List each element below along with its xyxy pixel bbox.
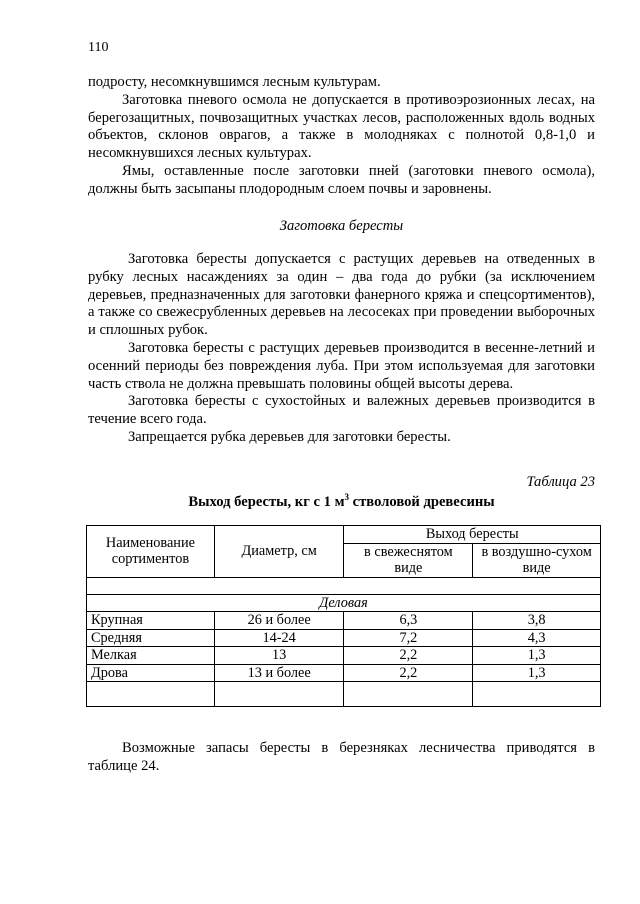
cell-fresh: 2,2 <box>344 664 473 682</box>
header-yield-group: Выход бересты <box>344 526 601 544</box>
cell-dry: 4,3 <box>473 629 601 647</box>
cell-fresh: 7,2 <box>344 629 473 647</box>
section-heading: Заготовка бересты <box>279 218 404 234</box>
table-label: Таблица 23 <box>526 474 595 490</box>
section-label: Деловая <box>87 594 601 612</box>
table-row <box>87 682 601 707</box>
table-row <box>87 629 601 647</box>
cell-name: Средняя <box>87 629 215 647</box>
table-title: Выход бересты, кг с 1 $м^3$ стволовой древесины <box>188 492 495 510</box>
cell-dry: 3,8 <box>473 612 601 630</box>
paragraph: Запрещается рубка деревьев для заготовки бересты. <box>128 428 451 445</box>
text-block-middle <box>88 251 595 447</box>
table-row <box>87 594 601 612</box>
data-table <box>86 525 601 707</box>
cell-dry: 1,3 <box>473 647 601 665</box>
paragraph: Заготовка бересты допускается с растущих деревьев на отведенных в рубку лесных насаждениях за один – два года до рубки (за исключением деревьев, предназначенных для заготовки фанерного кряжа и спецсортиментов), а также со свежесрубленных деревьев на лесосеках при проведении выборочных и сплошных рубок. <box>88 251 595 339</box>
header-fresh: в свежеснятом виде <box>344 543 473 577</box>
cell-name: Крупная <box>87 612 215 630</box>
cell-fresh: 2,2 <box>344 647 473 665</box>
cell-diameter: 13 <box>214 647 344 665</box>
table-row <box>87 577 601 594</box>
page-number: 110 <box>88 40 109 55</box>
header-dry: в воздушно-сухом виде <box>473 543 601 577</box>
paragraph: Заготовка бересты с растущих деревьев производится в весенне-летний и осенний периоды без повреждения луба. При этом используемая для заготовки часть ствола не должна превышать половины общей высоты дерева. <box>88 339 595 392</box>
cell-fresh: 6,3 <box>344 612 473 630</box>
table-row <box>87 647 601 665</box>
cell-diameter: 14-24 <box>214 629 344 647</box>
table-row <box>87 664 601 682</box>
paragraph: Ямы, оставленные после заготовки пней (заготовки пневого осмола), должны быть засыпаны плодородным слоем почвы и заровнены. <box>88 162 595 197</box>
table-row <box>87 612 601 630</box>
cell-name: Мелкая <box>87 647 215 665</box>
text-block-top <box>88 74 595 199</box>
paragraph: Заготовка пневого осмола не допускается в противоэрозионных лесах, на берегозащитных, почвозащитных участках лесов, расположенных вдоль водных объектов, склонов оврагов, а также в молодняках с полнотой 0,8-1,0 и несомкнувшихся лесных культурах. <box>88 91 595 162</box>
cell-name: Дрова <box>87 664 215 682</box>
cell-dry: 1,3 <box>473 664 601 682</box>
header-diameter: Диаметр, см <box>214 526 344 578</box>
cell-diameter: 13 и более <box>214 664 344 682</box>
paragraph: Возможные запасы бересты в березняках лесничества приводятся в таблице 24. <box>88 740 595 774</box>
paragraph: Заготовка бересты с сухостойных и валежных деревьев производится в течение всего года. <box>88 393 595 428</box>
header-name: Наименование сортиментов <box>87 526 215 578</box>
text-block-bottom <box>88 740 595 776</box>
paragraph: подросту, несомкнувшимся лесным культурам. <box>88 74 381 90</box>
cell-diameter: 26 и более <box>214 612 344 630</box>
